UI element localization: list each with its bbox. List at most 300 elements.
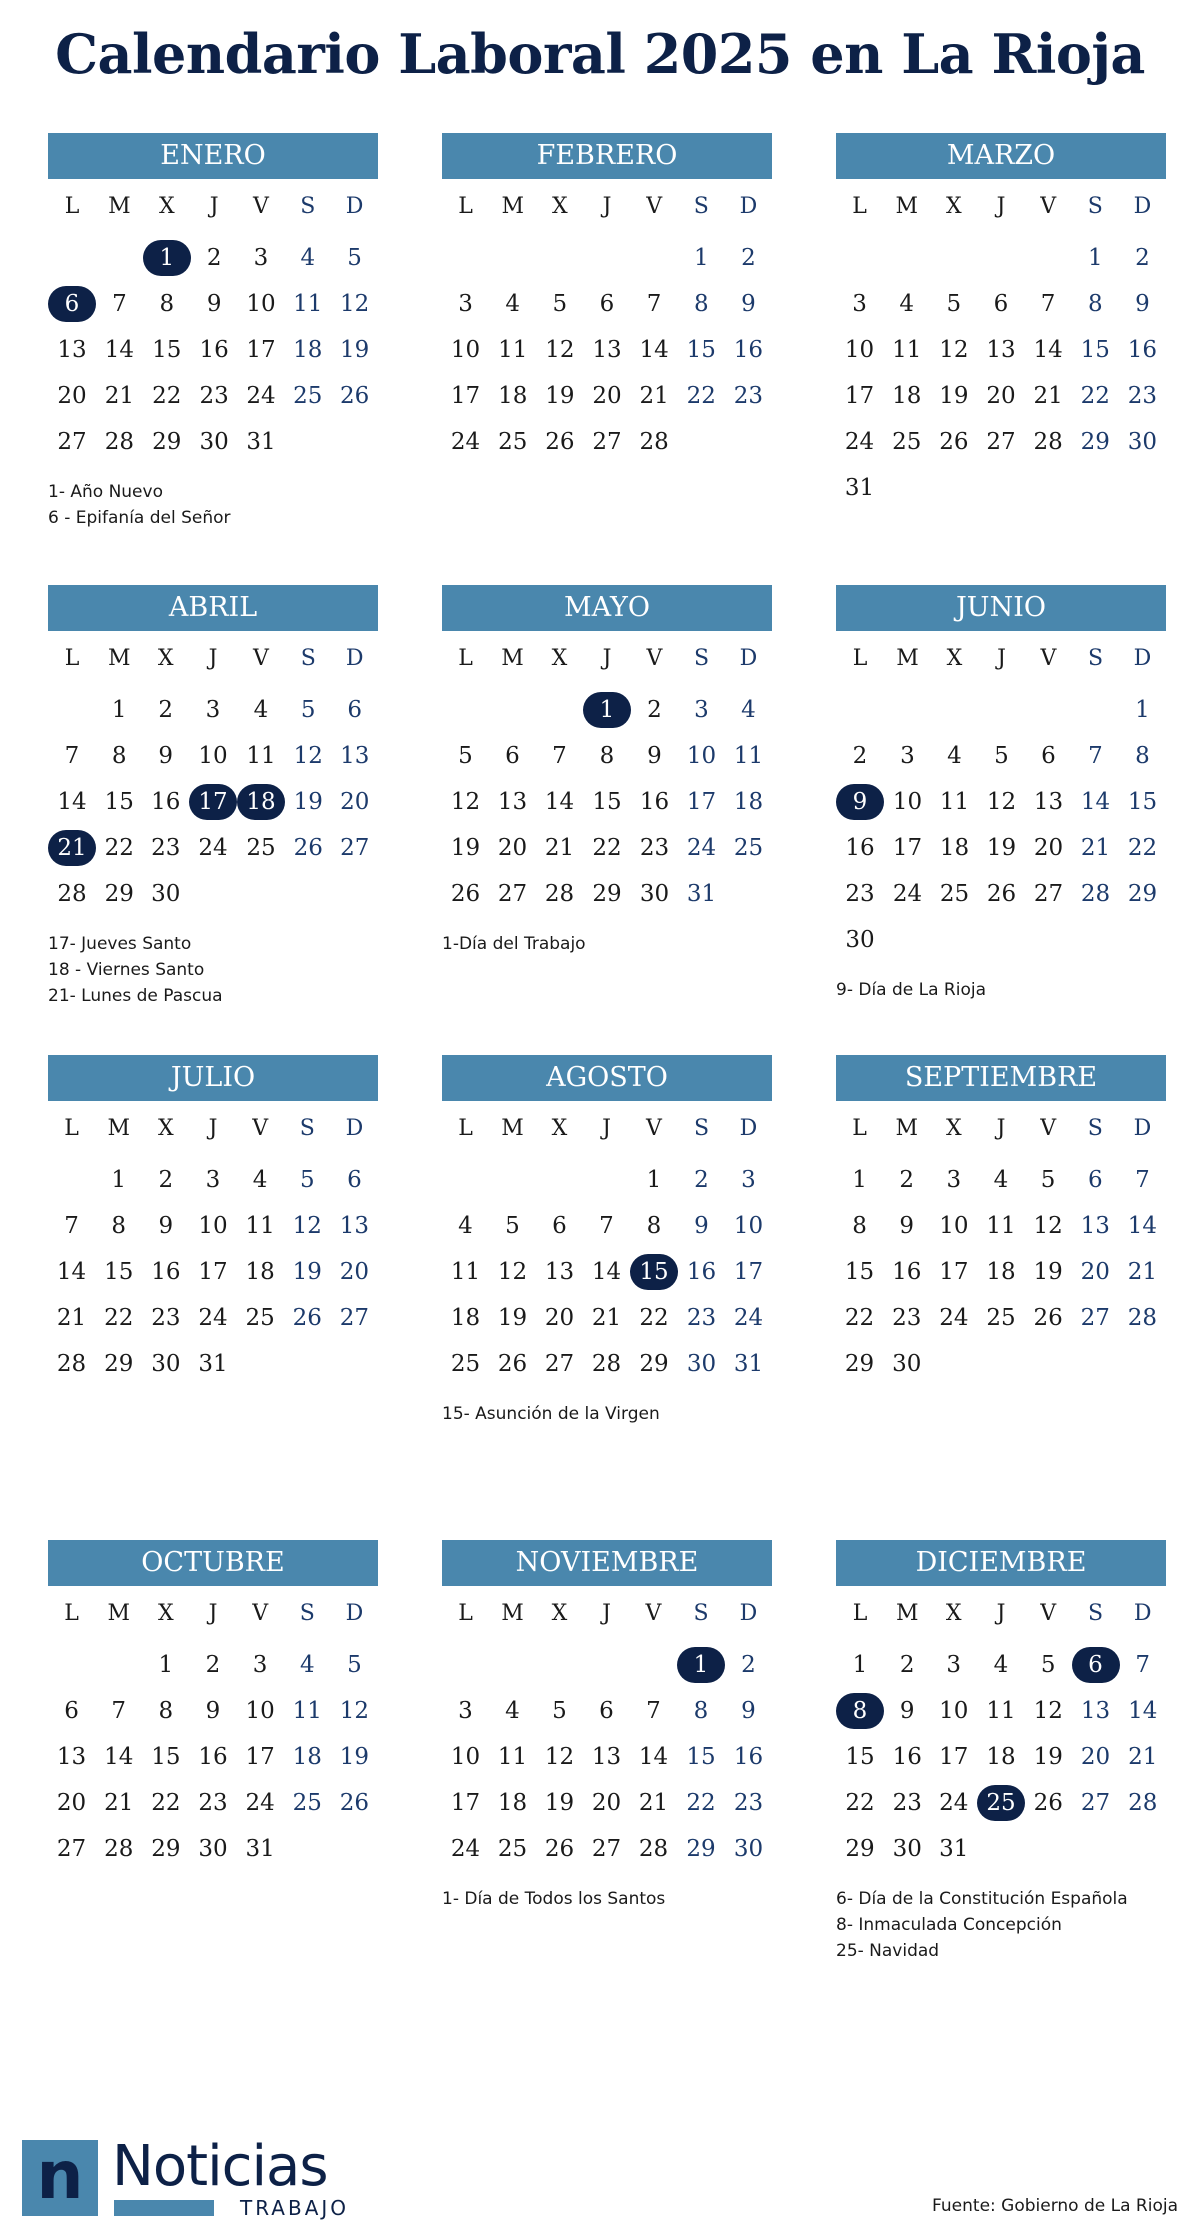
day-number: 20 [57,383,87,409]
day-number: 25 [986,1305,1016,1331]
day-number: 2 [206,245,222,271]
day-number: 31 [686,881,717,907]
day-cell [536,1688,583,1734]
day-number: 13 [1080,1213,1110,1239]
day-number: 14 [1033,337,1063,363]
day-number: 28 [104,1836,134,1862]
day-cell [489,1249,536,1295]
day-number: 17 [198,1259,228,1285]
day-number: 22 [844,1305,875,1331]
day-cell [678,1341,725,1387]
empty-cell [489,1157,536,1203]
month-header: MAYO [442,585,772,631]
day-cell [189,1341,236,1387]
day-number: 15 [1127,789,1158,815]
day-cell [489,419,536,465]
weekday-label: L [64,646,80,671]
day-cell [1120,1642,1167,1688]
weekday-label: S [299,1116,315,1141]
day-cell [1119,1157,1166,1203]
day-cell [48,419,96,465]
day-number: 30 [1127,429,1158,455]
day-cell [1119,1295,1166,1341]
day-number: 18 [498,383,528,409]
day-cell [725,1249,772,1295]
day-cell [1025,825,1072,871]
day-cell [536,419,583,465]
day-number: 16 [1127,337,1158,363]
day-cell [836,917,884,963]
day-cell [331,1734,378,1780]
day-cell [237,1642,284,1688]
day-number: 28 [638,1836,669,1862]
day-cell [677,1734,725,1780]
weekday-label: J [996,194,1006,219]
day-cell [1072,419,1119,465]
day-number: 2 [899,1652,915,1678]
day-cell [489,825,536,871]
day-number: 17 [844,383,875,409]
month-octubre [48,1540,378,1872]
weekday-label: J [996,1116,1006,1141]
day-number: 12 [497,1259,528,1285]
day-number: 15 [844,1259,875,1285]
weekday-label: S [693,646,710,671]
month-grid [442,631,772,917]
day-cell [96,327,143,373]
day-cell [489,733,536,779]
day-cell [238,327,285,373]
day-cell [536,1341,583,1387]
weekday-label: V [252,1601,269,1626]
day-number: 26 [292,1305,322,1331]
day-number: 30 [199,429,229,455]
day-cell [143,687,190,733]
day-number: 30 [198,1836,228,1862]
day-cell [48,1780,95,1826]
day-number: 25 [939,881,970,907]
weekday-label: X [158,194,175,219]
day-cell [284,1295,331,1341]
day-number: 10 [450,1744,481,1770]
day-number: 19 [450,835,481,861]
day-cell [631,419,678,465]
day-number: 8 [1135,743,1150,769]
day-cell [332,825,379,871]
day-number: 13 [57,337,87,363]
day-cell [931,1826,978,1872]
day-number: 16 [151,789,181,815]
day-number: 25 [498,429,528,455]
day-number: 4 [458,1213,473,1239]
day-number: 21 [104,1790,134,1816]
day-number: 30 [686,1351,717,1377]
day-cell [725,235,772,281]
day-cell [442,281,489,327]
day-number: 25 [497,1836,528,1862]
day-number: 27 [56,1836,87,1862]
day-cell [836,327,883,373]
holiday-day [237,779,285,825]
day-number: 10 [246,291,276,317]
month-junio [836,585,1166,1003]
weekday-label: X [158,1116,174,1141]
day-cell [678,687,725,733]
holiday-note: 18 - Viernes Santo [48,960,205,980]
day-cell [884,733,931,779]
holiday-day [836,779,884,825]
day-cell [238,373,285,419]
month-header: FEBRERO [442,133,772,179]
day-number: 8 [852,1213,867,1239]
day-cell [331,1688,378,1734]
day-cell [142,1157,189,1203]
day-number: 7 [599,1213,614,1239]
empty-cell [536,235,583,281]
day-cell [836,1341,883,1387]
day-number: 13 [591,1744,622,1770]
day-number: 24 [450,1836,481,1862]
day-number: 15 [152,337,182,363]
day-cell [1025,871,1072,917]
weekday-label: D [739,646,758,671]
empty-cell [489,687,536,733]
day-cell [1025,779,1072,825]
day-cell [189,1780,236,1826]
day-cell [977,1734,1025,1780]
day-number: 9 [741,1698,756,1724]
day-number: 19 [1033,1259,1063,1285]
day-cell [631,281,678,327]
weekday-label: L [852,646,868,671]
day-number: 20 [340,789,370,815]
empty-cell [1072,687,1119,733]
day-cell [583,1341,630,1387]
month-header: OCTUBRE [48,1540,378,1586]
day-number: 2 [694,1167,709,1193]
day-number: 26 [1033,1305,1063,1331]
day-cell [143,373,191,419]
day-cell [489,871,536,917]
day-cell [631,327,678,373]
day-cell [237,733,285,779]
day-number: 17 [686,789,717,815]
day-number: 27 [1033,881,1064,907]
day-number: 18 [450,1305,481,1331]
day-cell [95,1249,142,1295]
day-number: 13 [1033,789,1064,815]
day-cell [978,871,1025,917]
day-number: 25 [733,835,764,861]
holiday-day [977,1780,1025,1826]
day-cell [836,419,883,465]
day-number: 14 [1127,1213,1158,1239]
day-number: 21 [104,383,135,409]
day-cell [143,733,190,779]
day-number: 10 [450,337,481,363]
day-cell [836,1295,883,1341]
day-number: 7 [552,743,567,769]
day-number: 7 [1135,1652,1151,1678]
weekday-label: J [602,1116,611,1141]
day-cell [931,779,978,825]
month-grid [442,179,772,465]
day-number: 7 [1135,1167,1150,1193]
weekday-label: J [602,1601,611,1626]
day-cell [630,1826,677,1872]
holiday-notes [442,1886,772,1912]
day-number: 23 [198,1790,228,1816]
day-cell [1072,235,1119,281]
day-number: 30 [892,1836,922,1862]
day-cell [536,1203,583,1249]
empty-cell [95,1642,142,1688]
day-cell [536,327,583,373]
day-number: 23 [892,1305,922,1331]
day-number: 19 [497,1305,528,1331]
day-cell [977,373,1024,419]
empty-cell [489,1642,536,1688]
day-cell [191,419,238,465]
day-number: 22 [152,383,182,409]
day-cell [442,1249,489,1295]
day-number: 25 [245,1305,275,1331]
day-number: 31 [939,1836,969,1862]
day-cell [583,1688,630,1734]
day-cell [237,1157,284,1203]
empty-cell [583,1157,630,1203]
day-cell [95,1157,142,1203]
month-header: AGOSTO [442,1055,772,1101]
day-cell [836,871,884,917]
day-cell [1072,871,1119,917]
day-cell [1025,1642,1072,1688]
day-number: 27 [340,835,370,861]
day-cell [725,1157,772,1203]
day-cell [442,1688,489,1734]
day-number: 13 [592,337,622,363]
day-number: 12 [339,291,370,317]
day-number: 9 [158,1213,174,1239]
day-number: 29 [1080,429,1110,455]
weekday-label: L [458,1116,473,1141]
day-number: 8 [111,1213,127,1239]
day-number: 19 [292,1259,322,1285]
day-number: 20 [1080,1259,1110,1285]
day-cell [331,281,378,327]
day-number: 27 [497,881,528,907]
weekday-label: L [458,1601,473,1626]
day-number: 11 [245,1213,275,1239]
weekday-label: D [1133,646,1152,671]
day-number: 28 [57,881,87,907]
day-cell [331,1295,378,1341]
day-number: 5 [505,1213,520,1239]
day-cell [536,1780,583,1826]
day-cell [189,825,237,871]
day-number: 5 [552,1698,567,1724]
day-cell [931,871,978,917]
day-cell [930,419,977,465]
weekday-label: L [458,646,473,671]
day-cell [489,373,536,419]
day-cell [977,327,1024,373]
day-cell [285,733,332,779]
weekday-label: D [739,1601,758,1626]
day-number: 26 [293,835,323,861]
day-number: 8 [159,291,175,317]
day-number: 4 [252,1167,268,1193]
day-cell [189,1688,236,1734]
day-number: 14 [1128,1698,1158,1724]
day-number: 20 [1080,1744,1111,1770]
holiday-notes [48,931,378,1009]
day-cell [630,1688,677,1734]
day-cell [725,825,772,871]
day-number: 4 [993,1652,1009,1678]
day-cell [725,281,772,327]
day-cell [48,1249,95,1295]
day-number: 29 [152,429,182,455]
month-noviembre [442,1540,772,1912]
day-number: 15 [1080,337,1110,363]
day-number: 1 [111,697,127,723]
day-number: 25 [892,429,922,455]
day-number: 10 [686,743,717,769]
day-number: 1 [693,245,709,271]
day-cell [930,1157,977,1203]
day-number: 23 [733,1790,764,1816]
month-grid [442,1586,772,1872]
day-cell [931,733,978,779]
day-cell [442,1203,489,1249]
day-number: 9 [647,743,662,769]
day-cell [536,1295,583,1341]
day-number: 17 [189,784,237,820]
month-grid [836,1101,1166,1387]
empty-cell [536,687,583,733]
day-cell [95,1780,142,1826]
day-number: 6 [1072,1647,1120,1683]
day-number: 9 [694,1213,709,1239]
day-number: 4 [947,743,962,769]
empty-cell [583,1642,630,1688]
holiday-note: 21- Lunes de Pascua [48,986,223,1006]
day-number: 22 [686,383,716,409]
day-cell [678,1157,725,1203]
day-number: 30 [151,881,181,907]
day-number: 7 [111,1698,127,1724]
weekday-label: L [64,1601,79,1626]
day-cell [143,825,190,871]
day-cell [1025,373,1072,419]
day-number: 27 [986,429,1016,455]
day-number: 24 [246,383,276,409]
day-cell [977,1249,1024,1295]
day-cell [1119,733,1166,779]
day-number: 1 [852,1167,867,1193]
day-cell [583,1295,630,1341]
month-julio [48,1055,378,1387]
day-cell [677,1780,725,1826]
day-cell [1119,687,1166,733]
day-cell [442,733,489,779]
day-number: 24 [939,1790,969,1816]
weekday-label: X [551,646,568,671]
day-number: 20 [56,1790,87,1816]
day-cell [489,1295,536,1341]
day-number: 8 [111,743,127,769]
day-number: 28 [1128,1790,1158,1816]
day-number: 6 [552,1213,567,1239]
day-number: 9 [158,743,174,769]
day-cell [442,373,489,419]
day-cell [977,1688,1025,1734]
weekday-label: D [345,646,364,671]
day-cell [191,281,238,327]
weekday-label: V [1040,194,1057,219]
day-cell [883,373,930,419]
day-number: 29 [592,881,622,907]
day-cell [96,373,143,419]
day-number: 18 [939,835,970,861]
day-cell [238,419,285,465]
day-number: 18 [986,1744,1016,1770]
month-header: JULIO [48,1055,378,1101]
day-number: 10 [939,1698,969,1724]
empty-cell [48,235,96,281]
empty-cell [96,235,143,281]
day-number: 14 [104,1744,134,1770]
weekday-label: M [501,1116,524,1141]
day-number: 30 [639,881,670,907]
day-number: 13 [986,337,1016,363]
empty-cell [48,1642,95,1688]
day-cell [883,327,930,373]
day-number: 8 [158,1698,174,1724]
day-cell [836,1642,884,1688]
day-number: 11 [498,337,528,363]
day-number: 28 [591,1351,622,1377]
day-number: 15 [151,1744,181,1770]
day-number: 23 [151,1305,181,1331]
logo-n-icon: n [22,2140,98,2216]
day-number: 23 [686,1305,717,1331]
empty-cell [977,235,1024,281]
month-mayo [442,585,772,957]
holiday-note: 9- Día de La Rioja [836,980,987,1000]
day-number: 21 [638,1790,669,1816]
day-number: 6 [347,697,363,723]
day-number: 27 [592,429,622,455]
day-cell [48,1341,95,1387]
day-number: 10 [198,743,228,769]
day-cell [1119,1249,1166,1295]
day-cell [442,1734,489,1780]
day-cell [884,779,931,825]
day-number: 3 [205,1167,221,1193]
day-cell [631,687,678,733]
day-number: 25 [450,1351,481,1377]
day-cell [1025,1249,1072,1295]
day-cell [583,373,630,419]
weekday-label: D [1133,194,1152,219]
day-cell [931,1688,978,1734]
day-cell [142,1780,189,1826]
day-number: 7 [1088,743,1103,769]
day-cell [583,1734,630,1780]
day-number: 21 [639,383,669,409]
